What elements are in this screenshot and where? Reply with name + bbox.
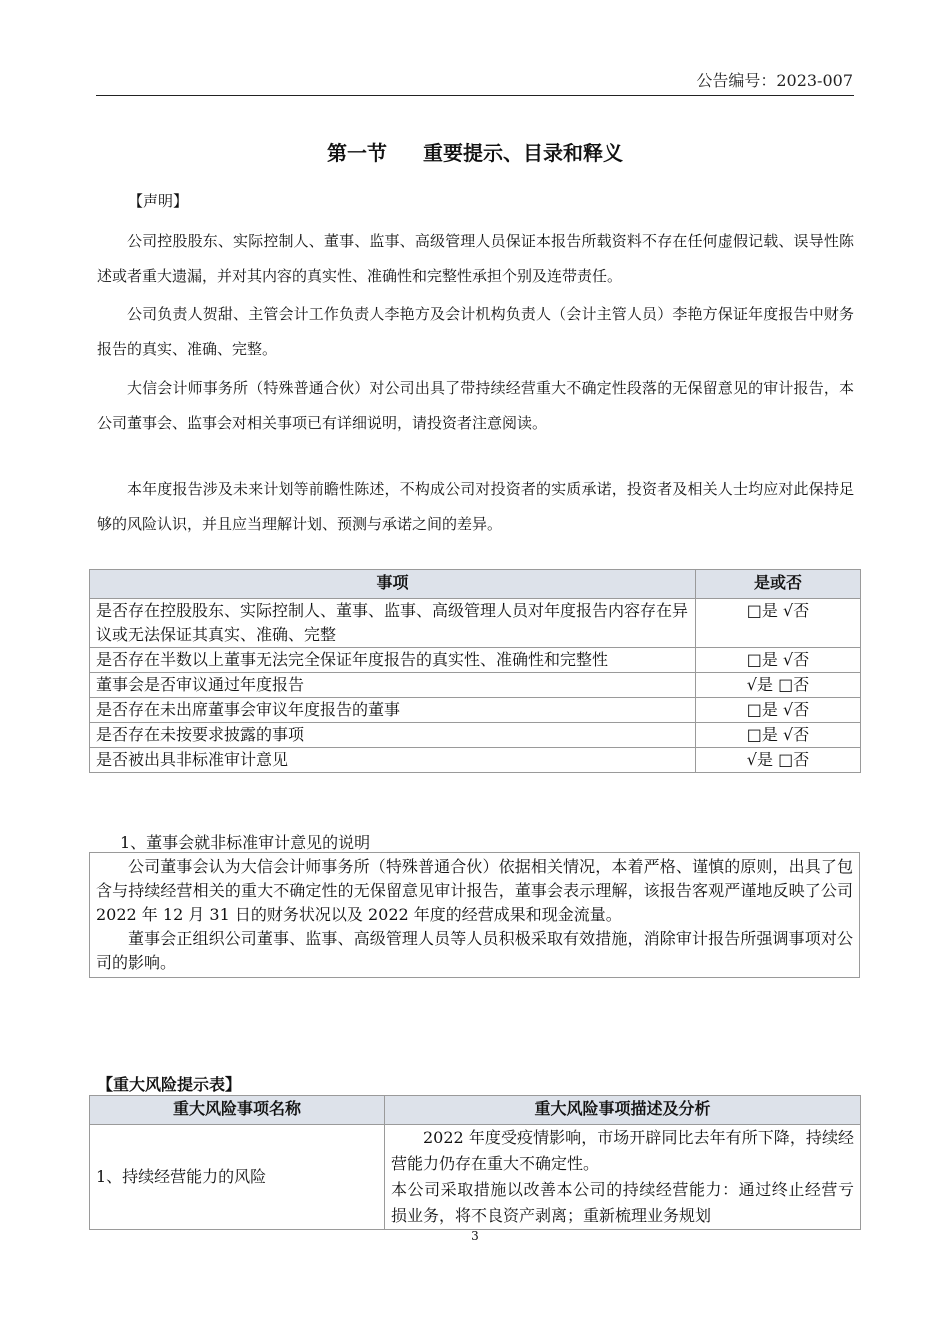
forward-looking-paragraph: 本年度报告涉及未来计划等前瞻性陈述，不构成公司对投资者的实质承诺，投资者及相关人士均应对此保持足够的风险认识，并且应当理解计划、预测与承诺之间的差异。 (97, 480, 854, 533)
risk-name: 1、持续经营能力的风险 (90, 1125, 385, 1230)
table-row (90, 748, 861, 773)
column-header-answer: 是或否 (696, 570, 861, 599)
row-answer: □是 √否 (696, 698, 861, 723)
table-row (90, 1125, 861, 1230)
risk-table (89, 1095, 861, 1230)
board-note-paragraph: 董事会正组织公司董事、监事、高级管理人员等人员积极采取有效措施，消除审计报告所强调事项对公司的影响。 (96, 929, 853, 972)
confirmation-table (89, 569, 861, 773)
table-row (90, 723, 861, 748)
risk-table-label: 【重大风险提示表】 (97, 1075, 242, 1094)
row-answer: √是 □否 (696, 748, 861, 773)
board-note-box (89, 852, 860, 978)
row-answer: □是 √否 (696, 599, 861, 648)
section-name: 重要提示、目录和释义 (423, 141, 623, 165)
table-row (90, 648, 861, 673)
row-answer: √是 □否 (696, 673, 861, 698)
row-answer: □是 √否 (696, 648, 861, 673)
declaration-paragraph-1: 公司控股股东、实际控制人、董事、监事、高级管理人员保证本报告所载资料不存在任何虚假记载、误导性陈述或者重大遗漏，并对其内容的真实性、准确性和完整性承担个别及连带责任。 (97, 232, 854, 285)
table-row (90, 698, 861, 723)
board-note-paragraph: 公司董事会认为大信会计师事务所（特殊普通合伙）依据相关情况，本着严格、谨慎的原则，出具了包含与持续经营相关的重大不确定性的无保留意见审计报告，董事会表示理解，该报告客观严谨地反映了公司 2022 年 12 月 31 日的财务状况以及 2022 年度的经营成果和现金流量。 (96, 857, 853, 924)
column-header-risk-desc: 重大风险事项描述及分析 (385, 1096, 861, 1125)
risk-desc-paragraph: 2022 年度受疫情影响，市场开辟同比去年有所下降，持续经营能力仍存在重大不确定性。 (391, 1128, 854, 1173)
row-answer: □是 √否 (696, 723, 861, 748)
board-note-title: 1、董事会就非标准审计意见的说明 (120, 833, 371, 852)
section-title (0, 137, 950, 166)
section-number: 第一节 (327, 141, 387, 165)
header-divider (96, 95, 854, 96)
column-header-risk-name: 重大风险事项名称 (90, 1096, 385, 1125)
row-item: 是否存在半数以上董事无法完全保证年度报告的真实性、准确性和完整性 (90, 648, 696, 673)
table-row (90, 673, 861, 698)
risk-description (385, 1125, 861, 1230)
table-header-row (90, 1096, 861, 1125)
table-row (90, 599, 861, 648)
risk-desc-paragraph: 本公司采取措施以改善本公司的持续经营能力：通过终止经营亏损业务，将不良资产剥离；重新梳理业务规划 (391, 1180, 854, 1225)
declaration-paragraph-3: 大信会计师事务所（特殊普通合伙）对公司出具了带持续经营重大不确定性段落的无保留意见的审计报告，本公司董事会、监事会对相关事项已有详细说明，请投资者注意阅读。 (97, 379, 854, 432)
row-item: 是否存在未出席董事会审议年度报告的董事 (90, 698, 696, 723)
declaration-paragraph-2: 公司负责人贺甜、主管会计工作负责人李艳方及会计机构负责人（会计主管人员）李艳方保证年度报告中财务报告的真实、准确、完整。 (97, 305, 854, 358)
row-item: 是否存在控股股东、实际控制人、董事、监事、高级管理人员对年度报告内容存在异议或无法保证其真实、准确、完整 (90, 599, 696, 648)
row-item: 董事会是否审议通过年度报告 (90, 673, 696, 698)
announcement-number: 公告编号：2023-007 (696, 71, 853, 90)
column-header-item: 事项 (90, 570, 696, 599)
declaration-label: 【声明】 (128, 192, 189, 210)
page-number: 3 (471, 1229, 479, 1243)
row-item: 是否被出具非标准审计意见 (90, 748, 696, 773)
row-item: 是否存在未按要求披露的事项 (90, 723, 696, 748)
table-header-row (90, 570, 861, 599)
